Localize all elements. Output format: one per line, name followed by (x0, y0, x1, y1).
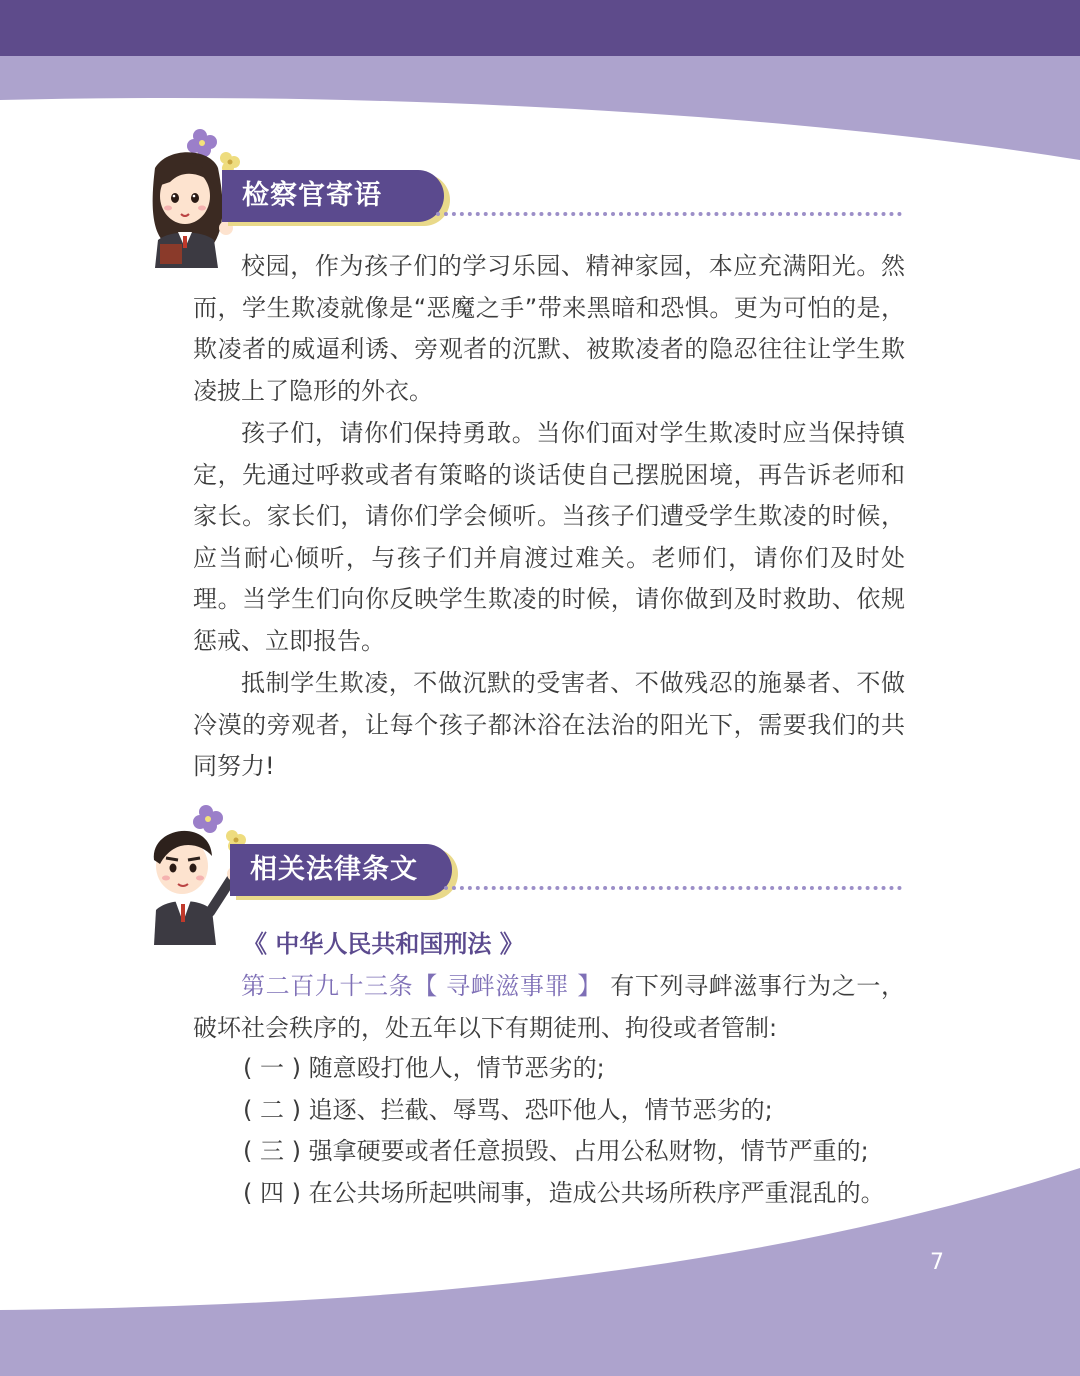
paragraph-2: 孩子们，请你们保持勇敢。当你们面对学生欺凌时应当保持镇定，先通过呼救或者有策略的谈话使自己摆脱困境，再告诉老师和家长。家长们，请你们学会倾听。当孩子们遭受学生欺凌的时候，应当耐心倾听，与孩子们并肩渡过难关。老师们，请你们及时处理。当学生们向你反映学生欺凌的时候，请你做到及时救助、依规惩戒、立即报告。 (193, 419, 905, 655)
top-dark-band (0, 0, 1080, 56)
article-text: 有下列寻衅滋事行为之一，破坏社会秩序的，处五年以下有期徒刑、拘役或者管制: (193, 972, 905, 1042)
header-dotted-divider (444, 886, 902, 890)
paragraph-3: 抵制学生欺凌，不做沉默的受害者、不做残忍的施暴者、不做冷漠的旁观者，让每个孩子都沐浴在法治的阳光下，需要我们的共同努力! (193, 669, 905, 781)
law-title: 《 中华人民共和国刑法 》 (243, 930, 524, 958)
clause-2: ( 二 ) 追逐、拦截、辱骂、恐吓他人，情节恶劣的; (243, 1096, 773, 1124)
page-number: 7 (930, 1250, 944, 1275)
clause-1: ( 一 ) 随意殴打他人，情节恶劣的; (243, 1054, 605, 1082)
section-header-prosecutor-message (140, 128, 920, 268)
clause-3: ( 三 ) 强拿硬要或者任意损毁、占用公私财物，情节严重的; (243, 1137, 869, 1165)
header-dotted-divider (436, 212, 902, 216)
clause-4: ( 四 ) 在公共场所起哄闹事，造成公共场所秩序严重混乱的。 (243, 1179, 885, 1207)
paragraph-1: 校园，作为孩子们的学习乐园、精神家园，本应充满阳光。然而，学生欺凌就像是“恶魔之手”带来黑暗和恐惧。更为可怕的是，欺凌者的威逼利诱、旁观者的沉默、被欺凌者的隐忍往往让学生欺凌披上了隐形的外衣。 (193, 252, 905, 405)
section-title-prosecutor-message: 检察官寄语 (222, 170, 444, 222)
section-header-related-law (140, 800, 920, 940)
article-293 (193, 966, 905, 1049)
section-title-related-law: 相关法律条文 (230, 844, 452, 896)
article-label: 第二百九十三条【 寻衅滋事罪 】 (241, 972, 603, 1000)
